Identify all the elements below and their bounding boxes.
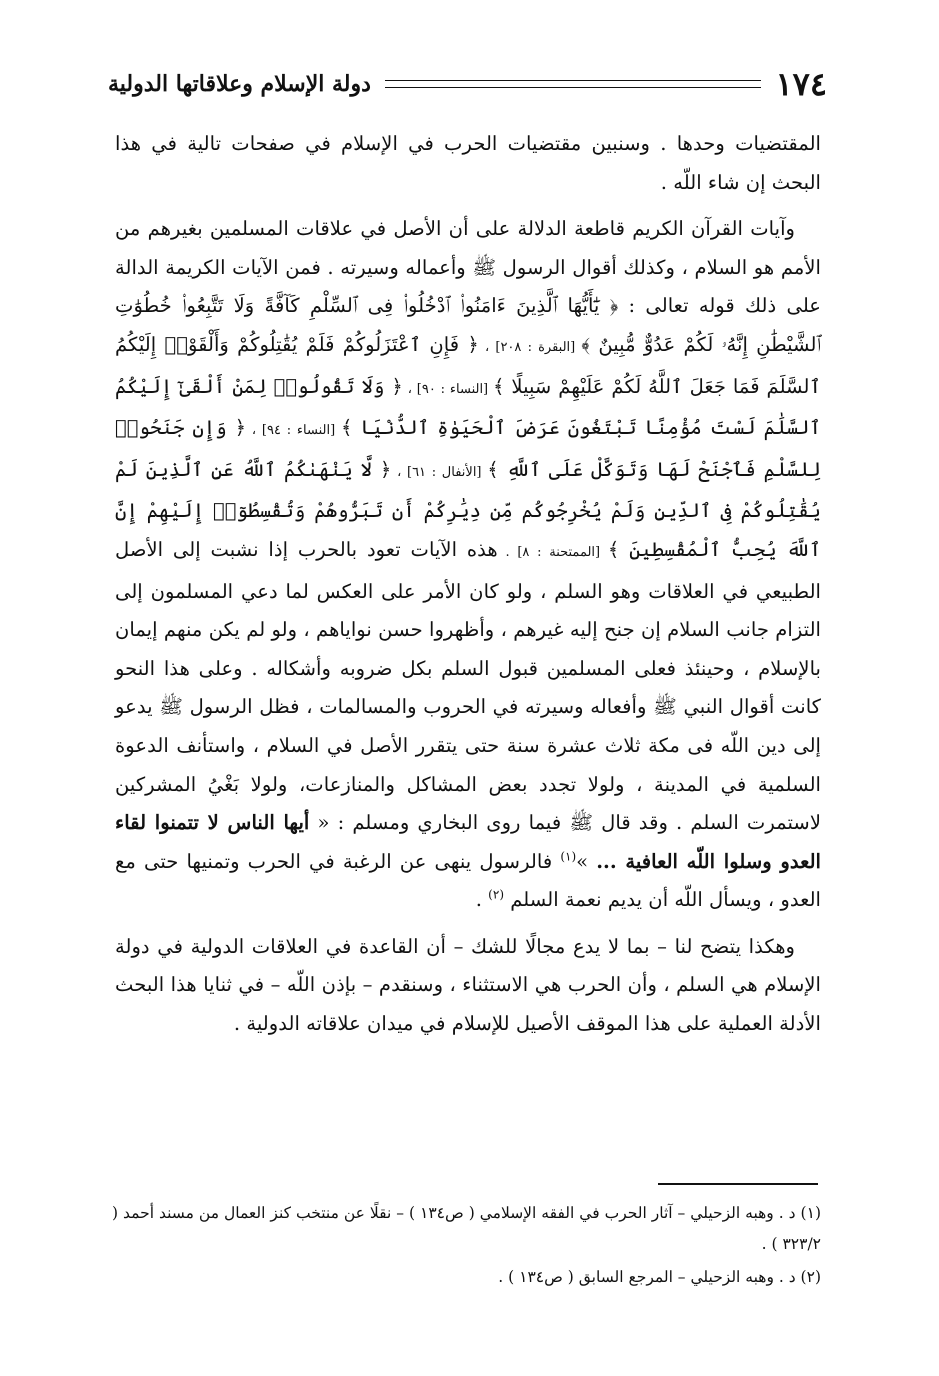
quran-verse-5: ﴿ لَّا يَنْهَىٰكُمُ ٱللَّهُ عَنِ ٱلَّذِينَ لَمْ يُقَٰتِلُوكُمْ فِى ٱلدِّينِ وَلَمْ يُخْرِجُوكُم مِّن دِيَٰرِكُمْ أَن تَبَرُّوهُمْ وَتُقْسِطُوٓا۟ إِلَيْهِمْ إِنَّ ٱللَّهَ يُحِبُّ ٱلْمُقْسِطِينَ ﴾ <box>115 457 822 561</box>
paragraph-2-rest: هذه الآيات تعود بالحرب إذا نشبت إلى الأصل الطبيعي في العلاقات وهو السلم ، ولو كان الأمر على العكس لما دعي المسلمون إلى التزام جانب السلام إن جنح إليه غيرهم ، وأظهروا حسن نواياهم ، ولو لم يكن منهم إيمان بالإسلام ، وحينئذ فعلى المسلمين قبول السلم بكل ضروبه وأشكاله . وعلى هذا النحو كانت أقوال النبي ﷺ وأفعاله وسيرته في الحروب والمسالمات ، فظل الرسول ﷺ يدعو إلى دين اللّه فى مكة ثلاث عشرة سنة حتى يتقرر الأصل في السلام ، واستأنف الدعوة السلمية في المدينة ، ولولا تجدد بعض المشاكل والمنازعات، ولولا بَغْيُ المشركين لاستمرت السلم . وقد قال ﷺ فيما روى البخاري ومسلم : « <box>115 537 822 835</box>
hadith-close: » <box>576 849 597 873</box>
verse-ref-5: [الممتحنة : ٨] . <box>497 544 608 560</box>
paragraph-3: وهكذا يتضح لنا – بما لا يدع مجالًا للشك – أن القاعدة في العلاقات الدولية في دولة الإسلام هي السلم ، وأن الحرب هي الاستثناء ، وسنقدم – بإذن اللّه – في ثنايا هذا البحث الأدلة العملية على هذا الموقف الأصيل للإسلام في ميدان علاقاته الدولية . <box>115 934 821 1036</box>
verse-ref-2: [النساء : ٩٠] ، <box>402 381 493 397</box>
quran-verse-4: ﴿ وَإِن جَنَحُوا۟ لِلسَّلْمِ فَٱجْنَحْ لَهَا وَتَوَكَّلْ عَلَى ٱللَّهِ ﴾ <box>115 416 822 481</box>
verse-ref-1: [البقرة : ٢٠٨] ، <box>478 339 582 355</box>
footnote-mark-2[interactable]: (٢) <box>488 887 504 902</box>
footnotes <box>112 1198 821 1295</box>
paragraph-2-after: فالرسول ينهى عن الرغبة في الحرب وتمنيها حتى مع العدو ، ويسأل اللّه أن يديم نعمة السلم <box>115 849 821 912</box>
page-number: ١٧٤ <box>775 65 827 103</box>
hadith-quote: أيها الناس لا تتمنوا لقاء العدو وسلوا اللّه العافية ... <box>115 811 822 873</box>
running-title: دولة الإسلام وعلاقاتها الدولية <box>108 71 371 97</box>
footnote-1: (١) د . وهبه الزحيلي – آثار الحرب في الفقه الإسلامي ( ص١٣٤ ) – نقلًا عن منتخب كنز العمال من مسند أحمد ( ٣٢٣/٢ ) . <box>112 1204 821 1253</box>
page-header <box>108 64 827 104</box>
quran-verse-2: ﴿ فَإِنِ ٱعْتَزَلُوكُمْ فَلَمْ يُقَٰتِلُوكُمْ وَأَلْقَوْا۟ إِلَيْكُمُ ٱلسَّلَمَ فَمَا جَعَلَ ٱللَّهُ لَكُمْ عَلَيْهِمْ سَبِيلًا ﴾ <box>115 332 821 398</box>
verse-ref-3: [النساء : ٩٤] ، <box>246 423 341 439</box>
main-text <box>115 125 821 1052</box>
footnote-mark-1[interactable]: (١) <box>560 849 577 864</box>
paragraph-2 <box>115 210 821 920</box>
quran-verse-1: ﴿ يَٰٓأَيُّهَا ٱلَّذِينَ ءَامَنُوا۟ ٱدْخُلُوا۟ فِى ٱلسِّلْمِ كَآفَّةً وَلَا تَتَّبِعُوا۟ خُطُوَٰتِ ٱلشَّيْطَٰنِ إِنَّهُۥ لَكُمْ عَدُوٌّ مُّبِينٌ ﴾ <box>115 294 821 356</box>
footnote-separator <box>658 1183 818 1185</box>
footnote-2: (٢) د . وهبه الزحيلي – المرجع السابق ( ص١٣٤ ) . <box>498 1268 821 1286</box>
paragraph-2-intro: وآيات القرآن الكريم قاطعة الدلالة على أن الأصل في علاقات المسلمين بغيرهم من الأمم هو السلام ، وكذلك أقوال الرسول ﷺ وأعماله وسيرته . فمن الآيات الكريمة الدالة على ذلك قوله تعالى : <box>115 217 821 318</box>
paragraph-2-end: . <box>475 888 489 912</box>
quran-verse-3: ﴿ وَلَا تَقُولُوا۟ لِمَنْ أَلْقَىٰٓ إِلَيْكُمُ ٱلسَّلَٰمَ لَسْتَ مُؤْمِنًا تَبْتَغُونَ عَرَضَ ٱلْحَيَوٰةِ ٱلدُّنْيَا ﴾ <box>115 374 821 440</box>
header-rule <box>385 80 762 88</box>
verse-ref-4: [الأنفال : ٦١] ، <box>391 464 488 480</box>
paragraph-1: المقتضيات وحدها . وسنبين مقتضيات الحرب في الإسلام في صفحات تالية في هذا البحث إن شاء اللّه . <box>115 132 821 194</box>
